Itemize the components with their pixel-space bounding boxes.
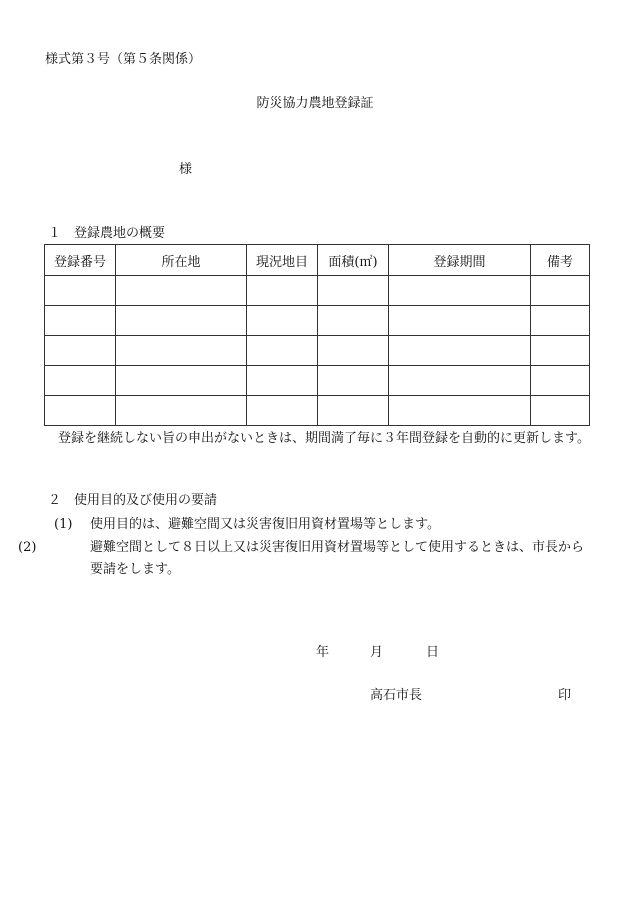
column-header-land-category: 現況地目 xyxy=(247,245,318,276)
section2-title: 使用目的及び使用の要請 xyxy=(74,493,218,508)
table-cell xyxy=(318,306,389,336)
column-header-area: 面積(㎡) xyxy=(318,245,389,276)
document-title: 防災協力農地登録証 xyxy=(256,96,374,111)
section1-number: １ xyxy=(48,226,62,241)
section1-title: 登録農地の概要 xyxy=(74,226,166,241)
column-header-remarks: 備考 xyxy=(531,245,590,276)
usage-item xyxy=(54,514,594,536)
table-cell xyxy=(389,306,531,336)
table-cell xyxy=(247,306,318,336)
usage-item-number: (2) xyxy=(18,540,37,555)
section2-heading xyxy=(48,493,217,509)
table-cell xyxy=(389,276,531,306)
form-number: 様式第３号（第５条関係） xyxy=(45,52,202,67)
table-cell xyxy=(116,336,247,366)
table-cell xyxy=(116,366,247,396)
table-cell xyxy=(318,276,389,306)
table-cell xyxy=(531,366,590,396)
table-cell xyxy=(247,276,318,306)
table-cell xyxy=(247,366,318,396)
column-header-registration-period: 登録期間 xyxy=(389,245,531,276)
table-cell xyxy=(116,306,247,336)
table-cell xyxy=(318,396,389,426)
table-cell xyxy=(531,336,590,366)
table-cell xyxy=(247,336,318,366)
table-row xyxy=(45,366,590,396)
section2-number: ２ xyxy=(48,493,62,508)
column-header-registration-number: 登録番号 xyxy=(45,245,116,276)
usage-item-number: (1) xyxy=(54,517,73,532)
table-cell xyxy=(389,396,531,426)
usage-item-text: 使用目的は、避難空間又は災害復旧用資材置場等とします。 xyxy=(90,517,440,532)
table-cell xyxy=(247,396,318,426)
table-cell xyxy=(531,276,590,306)
table-cell xyxy=(389,336,531,366)
table-cell xyxy=(389,366,531,396)
addressee-suffix: 様 xyxy=(179,162,193,177)
table-row xyxy=(45,306,590,336)
table-cell xyxy=(45,336,116,366)
issuer-name: 高石市長 xyxy=(370,688,423,703)
usage-item xyxy=(18,537,594,581)
table-cell xyxy=(45,306,116,336)
table-cell xyxy=(45,276,116,306)
table-cell xyxy=(116,276,247,306)
section1-heading xyxy=(48,226,165,242)
table-cell xyxy=(531,396,590,426)
registered-land-table xyxy=(44,244,590,426)
date-year-label: 年 xyxy=(316,645,330,660)
issue-date xyxy=(316,645,439,661)
table-row xyxy=(45,396,590,426)
table-cell xyxy=(318,366,389,396)
table-cell xyxy=(45,396,116,426)
date-day-label: 日 xyxy=(426,645,440,660)
table-cell xyxy=(318,336,389,366)
table-cell xyxy=(531,306,590,336)
table-row xyxy=(45,336,590,366)
usage-item-text: 避難空間として８日以上又は災害復旧用資材置場等として使用するときは、市長から要請をします。 xyxy=(90,540,585,577)
table-header-row xyxy=(45,245,590,276)
renewal-note: 登録を継続しない旨の申出がないときは、期間満了毎に３年間登録を自動的に更新します。 xyxy=(58,431,590,446)
date-month-label: 月 xyxy=(370,645,384,660)
table-cell xyxy=(116,396,247,426)
table-row xyxy=(45,276,590,306)
seal-mark: 印 xyxy=(558,688,572,703)
table-cell xyxy=(45,366,116,396)
column-header-location: 所在地 xyxy=(116,245,247,276)
